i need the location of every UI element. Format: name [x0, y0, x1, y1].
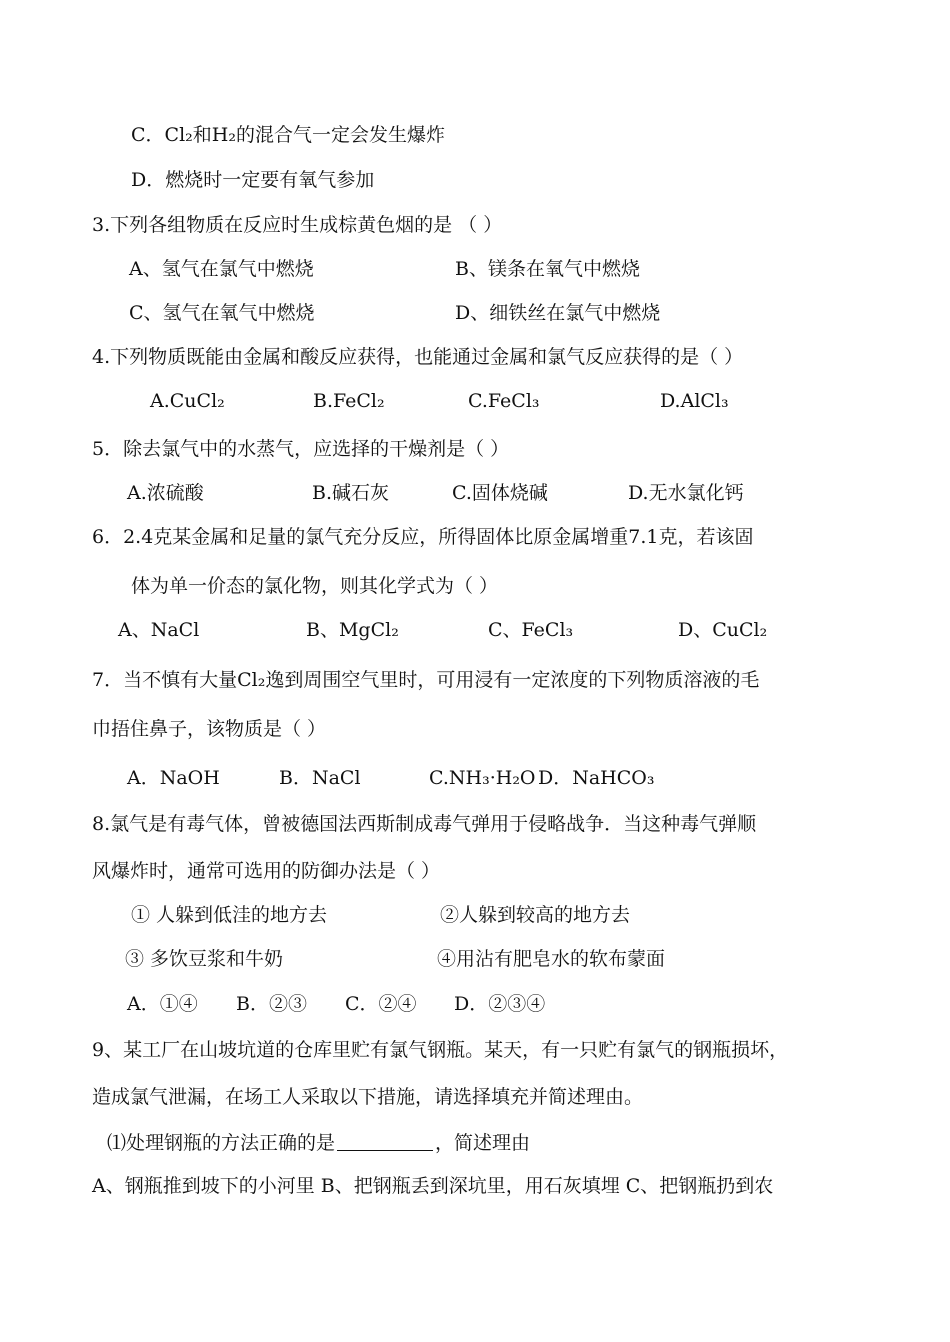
question-3: 3.下列各组物质在反应时生成棕黄色烟的是 （ ） — [92, 214, 503, 236]
q8-choice-2: ②人躲到较高的地方去 — [440, 904, 631, 926]
q5-option-a: A.浓硫酸 — [127, 482, 204, 504]
q4-option-b: B.FeCl₂ — [313, 390, 385, 412]
question-9-part-1 — [107, 1132, 530, 1153]
question-7-continued: 巾捂住鼻子，该物质是（ ） — [92, 718, 327, 740]
question-8: 8.氯气是有毒气体，曾被德国法西斯制成毒气弹用于侵略战争．当这种毒气弹顺 — [92, 813, 757, 835]
q7-option-c: C.NH₃·H₂O — [429, 767, 536, 789]
answer-blank[interactable] — [337, 1132, 433, 1151]
option-d-line: D．燃烧时一定要有氧气参加 — [131, 169, 375, 191]
q6-option-b: B、MgCl₂ — [306, 619, 399, 641]
q5-option-b: B.碱石灰 — [312, 482, 390, 504]
q6-option-d: D、CuCl₂ — [678, 619, 768, 641]
q8-option-b: B．②③ — [236, 993, 307, 1015]
q8-choice-3: ③ 多饮豆浆和牛奶 — [125, 948, 284, 970]
question-6-continued: 体为单一价态的氯化物，则其化学式为（ ） — [131, 575, 499, 597]
q3-option-a: A、氢气在氯气中燃烧 — [129, 258, 314, 280]
question-7: 7．当不慎有大量Cl₂逸到周围空气里时，可用浸有一定浓度的下列物质溶液的毛 — [92, 669, 760, 691]
part-1-reason-prompt: ，简述理由 — [435, 1132, 531, 1154]
option-c-line: C．Cl₂和H₂的混合气一定会发生爆炸 — [131, 124, 445, 146]
q3-option-c: C、氢气在氧气中燃烧 — [129, 302, 315, 324]
q4-option-a: A.CuCl₂ — [150, 390, 225, 412]
q3-option-d: D、细铁丝在氯气中燃烧 — [455, 302, 661, 324]
q4-option-d: D.AlCl₃ — [660, 390, 729, 412]
q6-option-c: C、FeCl₃ — [488, 619, 574, 641]
question-6: 6．2.4克某金属和足量的氯气充分反应，所得固体比原金属增重7.1克，若该固 — [92, 526, 754, 548]
q5-option-c: C.固体烧碱 — [452, 482, 548, 504]
q7-option-a: A．NaOH — [127, 767, 220, 789]
question-9-continued: 造成氯气泄漏，在场工人采取以下措施，请选择填充并简述理由。 — [92, 1086, 644, 1108]
q5-option-d: D.无水氯化钙 — [628, 482, 744, 504]
q8-choice-4: ④用沾有肥皂水的软布蒙面 — [437, 948, 666, 970]
q4-option-c: C.FeCl₃ — [468, 390, 540, 412]
q8-option-c: C．②④ — [345, 993, 417, 1015]
q8-option-d: D．②③④ — [454, 993, 546, 1015]
q7-option-b: B．NaCl — [279, 767, 361, 789]
q7-option-d: D．NaHCO₃ — [538, 767, 655, 789]
q8-option-a: A．①④ — [127, 993, 198, 1015]
question-9: 9、某工厂在山坡坑道的仓库里贮有氯气钢瓶。某天，有一只贮有氯气的钢瓶损坏， — [92, 1039, 789, 1061]
question-8-continued: 风爆炸时，通常可选用的防御办法是（ ） — [92, 860, 441, 882]
q3-option-b: B、镁条在氧气中燃烧 — [455, 258, 640, 280]
q8-choice-1: ① 人躲到低洼的地方去 — [131, 904, 328, 926]
question-5: 5．除去氯气中的水蒸气，应选择的干燥剂是（ ） — [92, 438, 510, 460]
part-1-prompt: ⑴处理钢瓶的方法正确的是 — [107, 1132, 336, 1154]
question-4: 4.下列物质既能由金属和酸反应获得，也能通过金属和氯气反应获得的是（ ） — [92, 346, 744, 368]
question-9-options: A、钢瓶推到坡下的小河里 B、把钢瓶丢到深坑里，用石灰填埋 C、把钢瓶扔到农 — [92, 1175, 774, 1197]
q6-option-a: A、NaCl — [118, 619, 200, 641]
